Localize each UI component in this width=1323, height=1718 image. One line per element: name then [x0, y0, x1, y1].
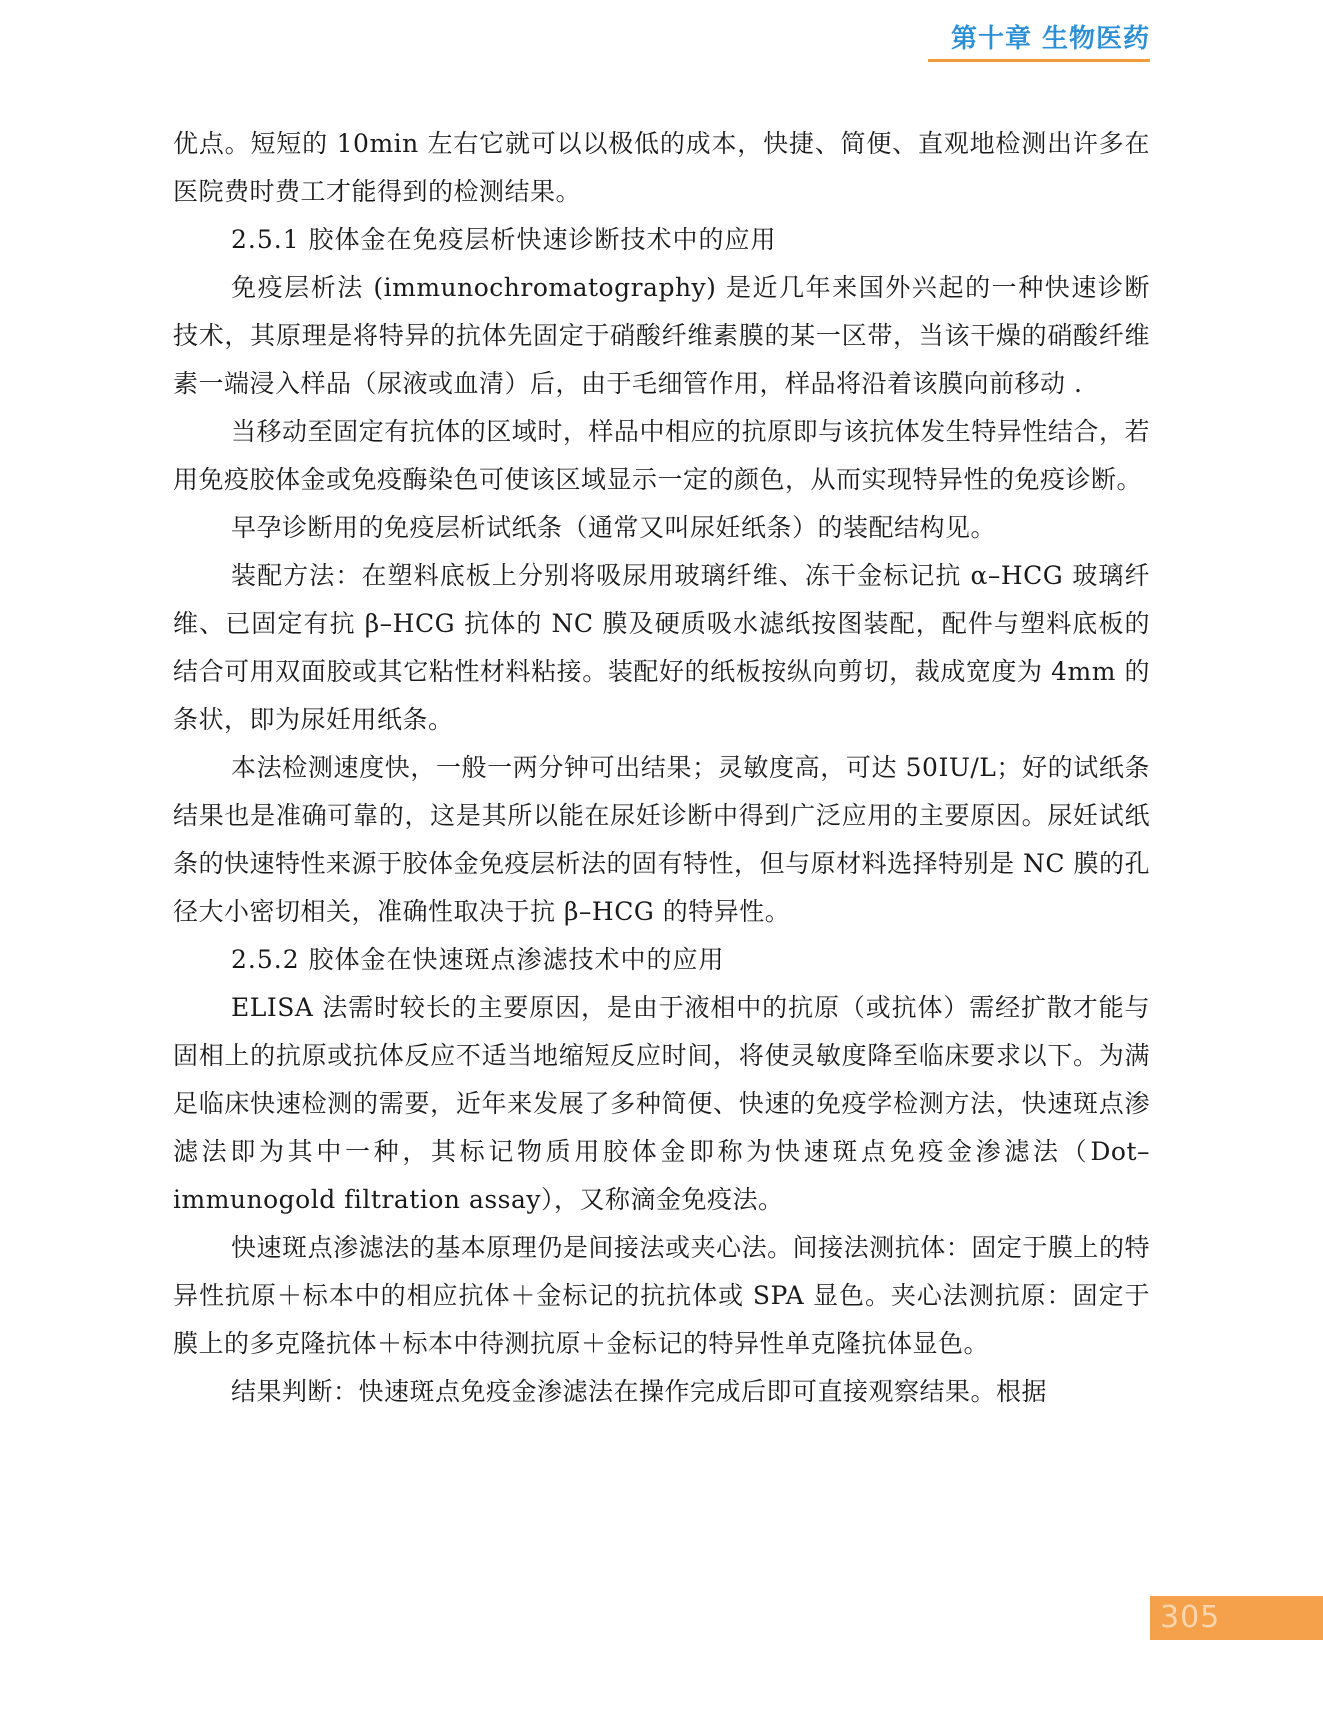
paragraph-test-strip: 早孕诊断用的免疫层析试纸条（通常又叫尿妊纸条）的装配结构见。 [231, 513, 997, 542]
chapter-title: 第十章 生物医药 [950, 24, 1150, 54]
paragraph-binding: 当移动至固定有抗体的区域时，样品中相应的抗原即与该抗体发生特异性结合，若用免疫胶体金或免疫酶染色可使该区域显示一定的颜色，从而实现特异性的免疫诊断。 [173, 417, 1150, 494]
paragraph-continued: 优点。短短的 10min 左右它就可以以极低的成本，快捷、简便、直观地检测出许多在医院费时费工才能得到的检测结果。 [173, 129, 1150, 206]
section-heading-2-5-2: 2.5.2 胶体金在快速斑点渗滤技术中的应用 [231, 945, 725, 974]
page-number-tab [1150, 1596, 1323, 1640]
header-rule [928, 59, 1150, 62]
section-heading-2-5-1: 2.5.1 胶体金在免疫层析快速诊断技术中的应用 [231, 225, 777, 254]
paragraph-assembly-method: 装配方法：在塑料底板上分别将吸尿用玻璃纤维、冻干金标记抗 α–HCG 玻璃纤维、已固定有抗 β–HCG 抗体的 NC 膜及硬质吸水滤纸按图装配，配件与塑料底板的结合可用双面胶或其它粘性材料粘接。装配好的纸板按纵向剪切，裁成宽度为 4mm 的条状，即为尿妊用纸条。 [173, 561, 1150, 734]
page-number: 305 [1160, 1600, 1221, 1635]
chapter-header [928, 18, 1150, 54]
paragraph-principle: 快速斑点渗滤法的基本原理仍是间接法或夹心法。间接法测抗体：固定于膜上的特异性抗原＋标本中的相应抗体＋金标记的抗抗体或 SPA 显色。夹心法测抗原：固定于膜上的多克隆抗体＋标本中待测抗原＋金标记的特异性单克隆抗体显色。 [173, 1233, 1150, 1358]
paragraph-elisa: ELISA 法需时较长的主要原因，是由于液相中的抗原（或抗体）需经扩散才能与固相上的抗原或抗体反应不适当地缩短反应时间，将使灵敏度降至临床要求以下。为满足临床快速检测的需要，近年来发展了多种简便、快速的免疫学检测方法，快速斑点渗滤法即为其中一种，其标记物质用胶体金即称为快速斑点免疫金渗滤法（Dot–immunogold filtration assay），又称滴金免疫法。 [173, 993, 1150, 1214]
paragraph-advantages: 本法检测速度快，一般一两分钟可出结果；灵敏度高，可达 50IU/L；好的试纸条结果也是准确可靠的，这是其所以能在尿妊诊断中得到广泛应用的主要原因。尿妊试纸条的快速特性来源于胶体金免疫层析法的固有特性，但与原材料选择特别是 NC 膜的孔径大小密切相关，准确性取决于抗 β–HCG 的特异性。 [173, 753, 1150, 926]
paragraph-result-judgement: 结果判断：快速斑点免疫金渗滤法在操作完成后即可直接观察结果。根据 [231, 1377, 1048, 1406]
page-body [173, 120, 1150, 1416]
paragraph-immunochromatography: 免疫层析法 (immunochromatography) 是近几年来国外兴起的一种快速诊断技术，其原理是将特异的抗体先固定于硝酸纤维素膜的某一区带，当该干燥的硝酸纤维素一端浸入样品（尿液或血清）后，由于毛细管作用，样品将沿着该膜向前移动 . [173, 273, 1150, 398]
